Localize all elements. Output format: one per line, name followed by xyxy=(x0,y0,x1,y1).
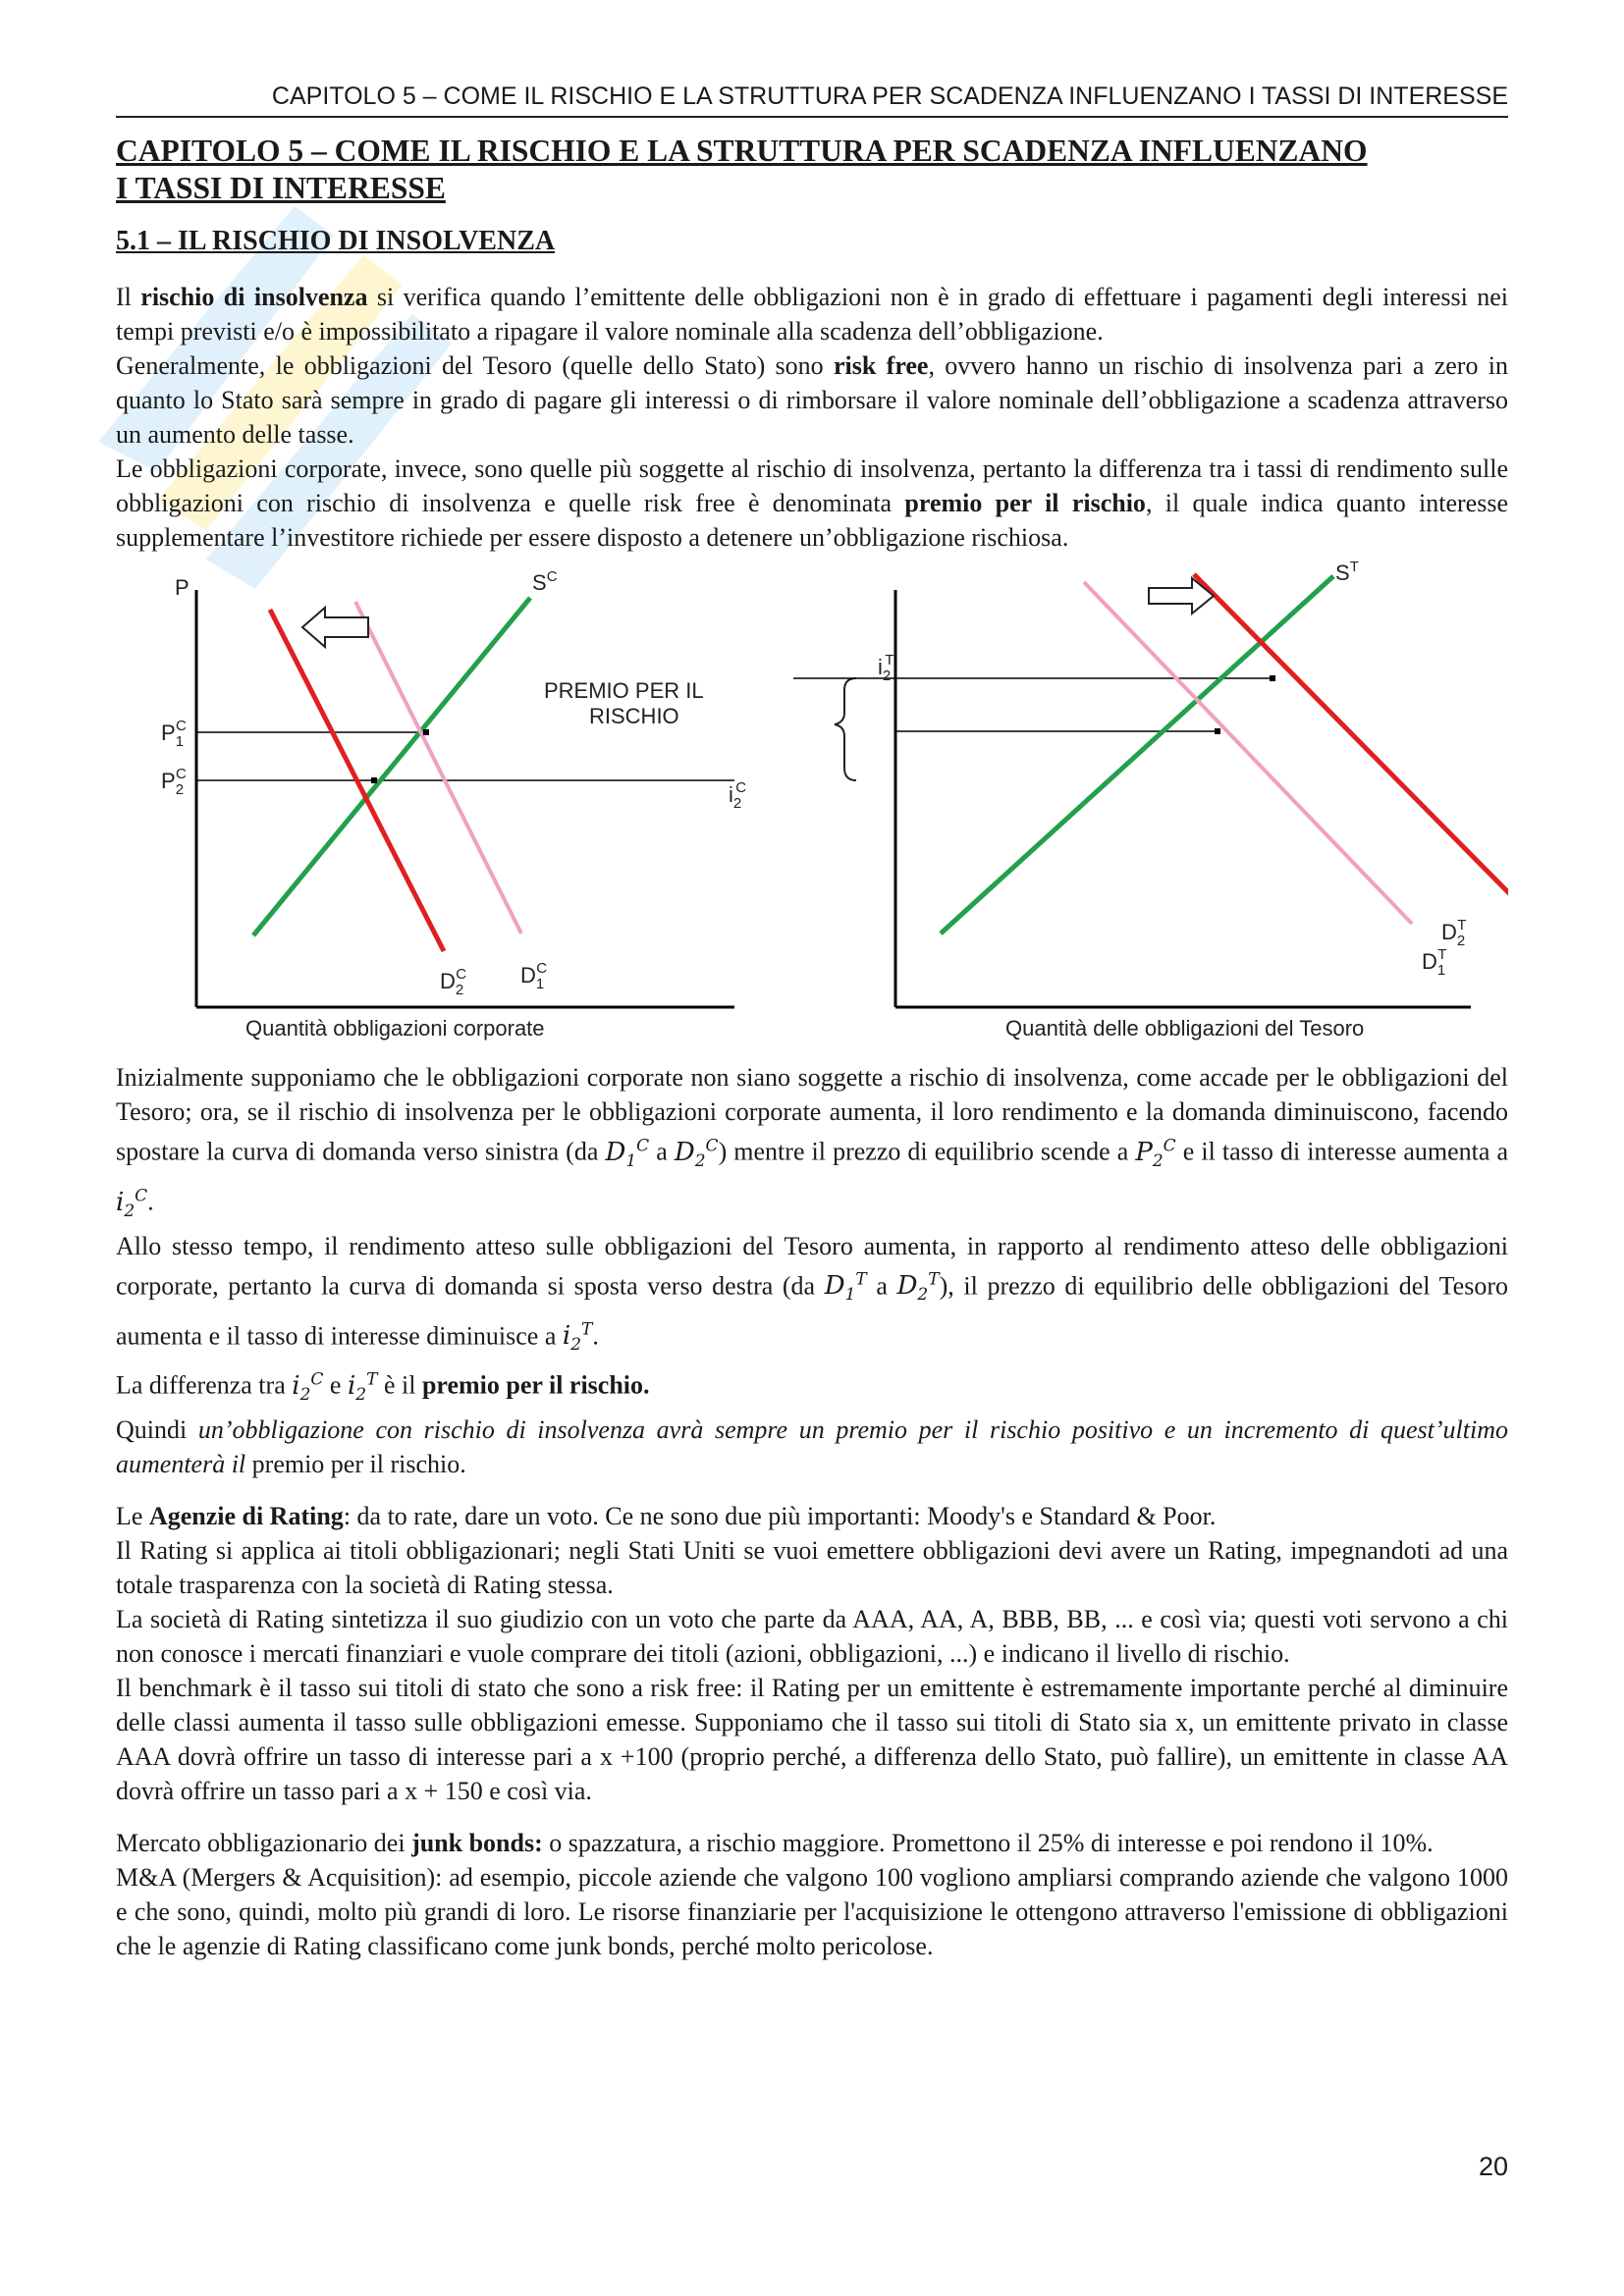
demand-label-d1c: $D_1C$ xyxy=(520,960,548,992)
paragraph-body-13: M&A (Mergers & Acquisition): ad esempio, piccole aziende che valgono 100 vogliono ampliarsi comprando aziende che valgono 1000 e che sono, quindi, molto più grandi di loro. Le risorse finanziarie per l'acquisizione le ottengono attraverso l'emissione di obbligazioni che le agenzie di Rating classificano come junk bonds, perché molto pericolose. xyxy=(116,1863,1508,1961)
paragraph-body-8: Le Agenzie di Rating: da to rate, dare un voto. Ce ne sono due più importanti: Moody's e Standard & Poor. xyxy=(116,1502,1217,1531)
paragraph-body-6: La differenza tra $i_2^C$ e $i_2^T$ è il premio per il rischio. xyxy=(116,1369,650,1406)
demand-label-d2t: $D_2T$ xyxy=(1441,917,1467,949)
supply-line-t xyxy=(941,576,1333,934)
page-number: 20 xyxy=(1478,2152,1508,2181)
x-axis-label: Quantità obbligazioni corporate xyxy=(245,1016,545,1041)
paragraph-intro-1: Il rischio di insolvenza si verifica quando l’emittente delle obbligazioni non è in grado di effettuare i pagamenti degli interessi nei tempi previsti e/o è impossibilitato a ripagare il valore nominale alla scadenza dell’obbligazione. xyxy=(116,283,1508,346)
paragraph-body-11: Il benchmark è il tasso sui titoli di stato che sono a risk free: il Rating per un emittente è estremamente importante perché al diminuire delle classi aumenta il tasso sulle obbligazioni emesse. Supponiamo che il tasso sui titoli di Stato sia x, un emittente privato in classe AAA dovrà offrire un tasso di interesse pari a x +100 (proprio perché, a differenza dello Stato, può fallire), un emittente in classe AA dovrà offrire un tasso pari a x + 150 e così via. xyxy=(116,1674,1508,1806)
supply-line-c xyxy=(253,598,530,935)
demand-label-d1t: $D_1T$ xyxy=(1422,946,1447,979)
page-content xyxy=(116,133,1508,1963)
demand-line-d2t xyxy=(1194,574,1508,894)
supply-label-t: $S^T$ xyxy=(1335,561,1359,585)
equilibrium-point-2 xyxy=(371,777,377,783)
demand-line-d1c xyxy=(355,602,521,934)
chapter-title: CAPITOLO 5 – COME IL RISCHIO E LA STRUTTURA PER SCADENZA INFLUENZANO I TASSI DI INTERESSE xyxy=(116,133,1368,205)
supply-label-c: $S^C$ xyxy=(532,568,558,595)
charts-figure xyxy=(116,561,1508,1046)
paragraph-body-7: Quindi un’obbligazione con rischio di insolvenza avrà sempre un premio per il rischio positivo e un incremento di quest’ultimo aumenterà il premio per il rischio. xyxy=(116,1415,1508,1479)
paragraph-intro-3: Le obbligazioni corporate, invece, sono quelle più soggette al rischio di insolvenza, pertanto la differenza tra i tassi di rendimento sulle obbligazioni con rischio di insolvenza e quelle risk free è denominata premio per il rischio, il quale indica quanto interesse supplementare l’investitore richiede per essere disposto a detenere un’obbligazione rischiosa. xyxy=(116,454,1508,552)
tick-p1c: $P_1C$ xyxy=(161,718,187,750)
demand-line-d1t xyxy=(1084,582,1412,924)
risk-premium-label-2: RISCHIO xyxy=(589,704,679,728)
demand-label-d2c: $D_2C$ xyxy=(440,966,467,998)
tick-p2c: $P_2C$ xyxy=(161,766,187,798)
running-header xyxy=(116,77,1508,118)
equilibrium-point-3 xyxy=(1215,728,1220,734)
equilibrium-point-4 xyxy=(1270,675,1275,681)
paragraph-body-9: Il Rating si applica ai titoli obbligazionari; negli Stati Uniti se vuoi emettere obbligazioni devi avere un Rating, impegnandoti ad una totale trasparenza con la società di Rating stessa. xyxy=(116,1536,1508,1600)
running-header-text: CAPITOLO 5 – COME IL RISCHIO E LA STRUTTURA PER SCADENZA INFLUENZANO I TASSI DI INTERESSE xyxy=(271,82,1508,110)
paragraph-intro-2: Generalmente, le obbligazioni del Tesoro (quelle dello Stato) sono risk free, ovvero hanno un rischio di insolvenza pari a zero in quanto lo Stato sarà sempre in grado di pagare gli interessi o di rimborsare il valore nominale dell’obbligazione a scadenza attraverso un aumento delle tasse. xyxy=(116,351,1509,449)
chart-corporate-bonds xyxy=(116,561,793,1046)
y-axis-label: P xyxy=(175,575,189,600)
paragraph-body-12: Mercato obbligazionario dei junk bonds: o spazzatura, a rischio maggiore. Promettono il 25% di interesse e poi rendono il 10%. xyxy=(116,1829,1434,1858)
shift-left-arrow xyxy=(302,608,368,647)
chart-treasury-bonds xyxy=(793,561,1508,1046)
paragraph-body-10: La società di Rating sintetizza il suo giudizio con un voto che parte da AAA, AA, A, BBB, BB, ... e così via; questi voti servono a chi non conosce i mercati finanziari e vuole comprare dei titoli (azioni, obbligazioni, ...) e indicano il livello di rischio. xyxy=(116,1605,1508,1669)
section-title: 5.1 – IL RISCHIO DI INSOLVENZA xyxy=(116,226,556,256)
risk-premium-label-1: PREMIO PER IL xyxy=(544,678,704,703)
risk-premium-brace xyxy=(835,678,856,780)
x-axis-label: Quantità delle obbligazioni del Tesoro xyxy=(1005,1016,1365,1041)
tick-i2t: $i_2T$ xyxy=(878,652,894,684)
paragraph-body-5: Allo stesso tempo, il rendimento atteso sulle obbligazioni del Tesoro aumenta, in rapporto al rendimento atteso delle obbligazioni corporate, pertanto la curva di domanda si sposta verso destra (da $D_1^T$ a $D_2^T$), il prezzo di equilibrio delle obbligazioni del Tesoro aumenta e il tasso di interesse diminuisce a $i_2^T$. xyxy=(116,1231,1508,1356)
equilibrium-point-1 xyxy=(423,729,429,735)
paragraph-body-4: Inizialmente supponiamo che le obbligazioni corporate non siano soggette a rischio di insolvenza, come accade per le obbligazioni del Tesoro; ora, se il rischio di insolvenza per le obbligazioni corporate aumenta, il loro rendimento e la domanda diminuiscono, facendo spostare la curva di domanda verso sinistra (da $D_1^C$ a $D_2^C$) mentre il prezzo di equilibrio scende a $P_2^C$ e il tasso di interesse aumenta a $i_2^C$. xyxy=(116,1063,1508,1221)
tick-i2c: $i_2C$ xyxy=(729,779,747,812)
